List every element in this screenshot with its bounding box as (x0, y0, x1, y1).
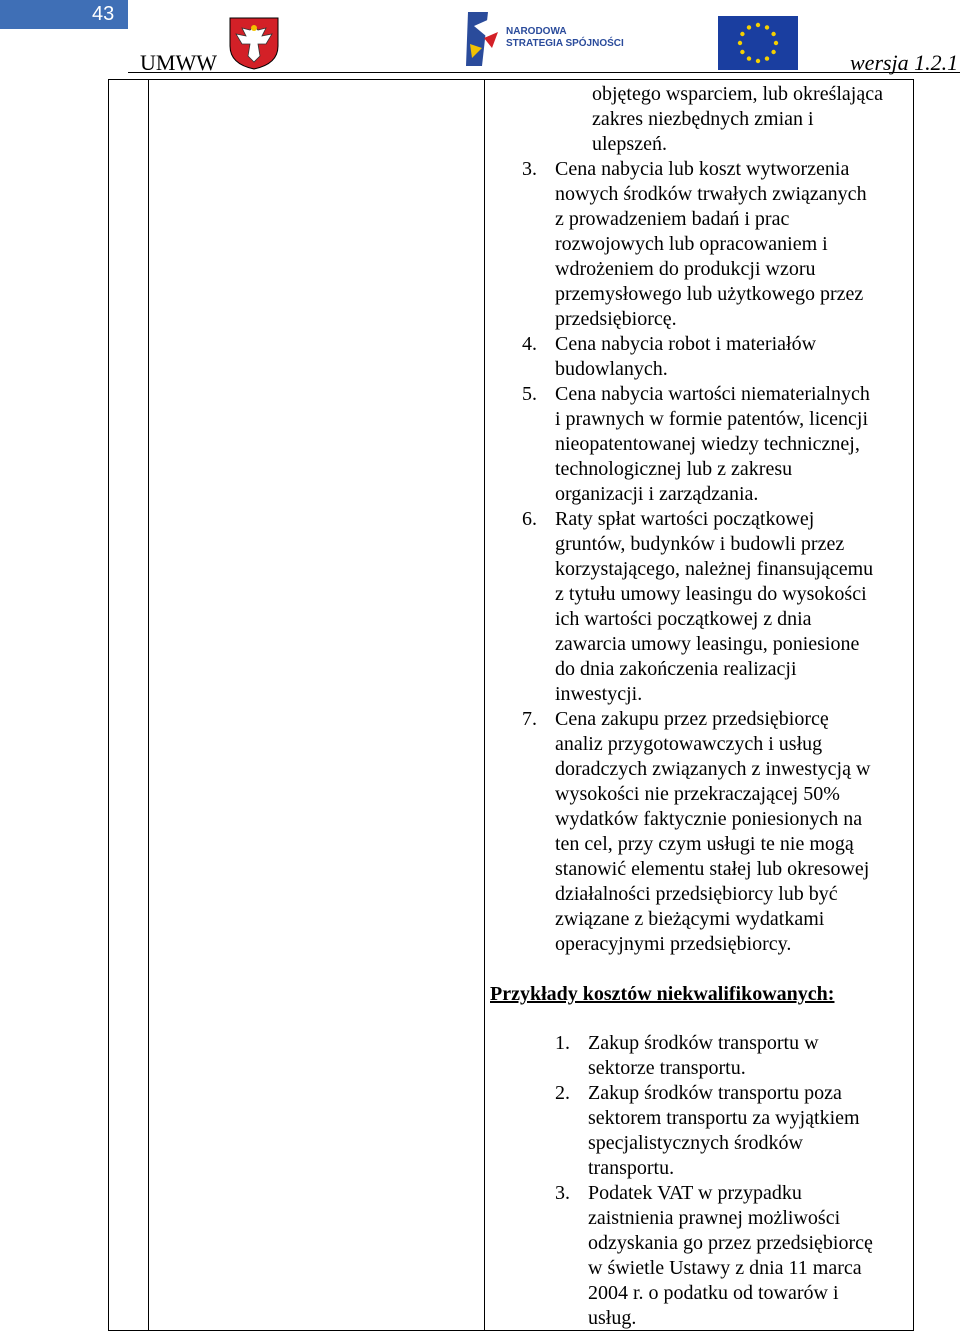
list-item-line: 2004 r. o podatku od towarów i (588, 1282, 839, 1304)
list-item-line: nieopatentowanej wiedzy technicznej, (555, 433, 860, 455)
list-item (486, 382, 911, 507)
list-item-line: Cena nabycia lub koszt wytworzenia (555, 158, 850, 180)
page-number-badge: 43 (0, 0, 128, 29)
text-line: objętego wsparciem, lub określająca (592, 83, 883, 105)
nss-logo-line1: NARODOWA (506, 26, 567, 37)
list-item-line: z prowadzeniem badań i prac (555, 208, 790, 230)
header-org: UMWW (140, 50, 217, 75)
list-item (486, 707, 911, 957)
list-item-line: Raty spłat wartości początkowej (555, 508, 815, 530)
list-item-line: sektorze transportu. (588, 1057, 746, 1079)
nss-logo-icon (462, 8, 624, 68)
eligible-costs-cell (486, 82, 911, 957)
list-item-line: działalności przedsiębiorcy lub być (555, 883, 838, 905)
nonqualified-cell (486, 1031, 911, 1331)
list-item-number: 2. (555, 1082, 570, 1104)
list-item-line: ich wartości początkowej z dnia (555, 608, 812, 630)
list-item-line: gruntów, budynków i budowli przez (555, 533, 845, 555)
eu-flag-icon (718, 16, 798, 70)
list-item-line: do dnia zakończenia realizacji (555, 658, 797, 680)
list-item-line: Cena nabycia wartości niematerialnych (555, 383, 870, 405)
list-item-number: 1. (555, 1032, 570, 1054)
wielkopolska-coat-of-arms-icon (228, 16, 280, 70)
table-column-divider (484, 79, 485, 1331)
list-item (486, 507, 911, 707)
list-item-line: budowlanych. (555, 358, 668, 380)
list-item-line: stanowić elementu stałej lub okresowej (555, 858, 870, 880)
nss-logo-line2: STRATEGIA SPÓJNOŚCI (506, 38, 624, 49)
list-item-line: w świetle Ustawy z dnia 11 marca (588, 1257, 862, 1279)
list-item-line: przedsiębiorcę. (555, 308, 677, 330)
list-item-number: 3. (555, 1182, 570, 1204)
list-item-line: korzystającego, należnej finansującemu (555, 558, 874, 580)
header-rule (128, 72, 960, 73)
text-line: ulepszeń. (592, 133, 667, 155)
list-item-line: wydatków faktycznie poniesionych na (555, 808, 863, 830)
list-item (486, 1181, 911, 1331)
list-item (486, 1031, 911, 1081)
list-item-line: rozwojowych lub opracowaniem i (555, 233, 828, 255)
list-item-line: usług. (588, 1307, 637, 1329)
list-item-line: transportu. (588, 1157, 675, 1179)
list-item-number: 4. (522, 333, 537, 355)
list-item-line: operacyjnymi przedsiębiorcy. (555, 933, 792, 955)
list-item-line: przemysłowego lub użytkowego przez (555, 283, 864, 305)
list-item-line: z tytułu umowy leasingu do wysokości (555, 583, 867, 605)
list-item-line: odzyskania go przez przedsiębiorcę (588, 1232, 873, 1254)
list-item-line: ten cel, przy czym usługi te nie mogą (555, 833, 854, 855)
list-item-line: specjalistycznych środków (588, 1132, 803, 1154)
qualified-costs-list (486, 157, 911, 957)
list-item-line: wdrożeniem do produkcji wzoru (555, 258, 816, 280)
list-item-line: sektorem transportu za wyjątkiem (588, 1107, 860, 1129)
list-item-line: Podatek VAT w przypadku (588, 1182, 802, 1204)
list-item-number: 3. (522, 158, 537, 180)
list-item-number: 5. (522, 383, 537, 405)
list-item-line: Cena zakupu przez przedsiębiorcę (555, 708, 829, 730)
list-item-line: Zakup środków transportu poza (588, 1082, 842, 1104)
list-item (486, 1081, 911, 1181)
list-item-line: nowych środków trwałych związanych (555, 183, 867, 205)
list-item-line: inwestycji. (555, 683, 643, 705)
text-line: zakres niezbędnych zmian i (592, 108, 814, 130)
list-item-line: i prawnych w formie patentów, licencji (555, 408, 869, 430)
list-item-line: technologicznej lub z zakresu (555, 458, 793, 480)
list-item-number: 7. (522, 708, 537, 730)
list-item-line: doradczych związanych z inwestycją w (555, 758, 871, 780)
list-item-number: 6. (522, 508, 537, 530)
header-version: wersja 1.2.1 (850, 50, 959, 75)
continued-text (486, 82, 911, 157)
list-item-line: analiz przygotowawczych i usług (555, 733, 823, 755)
list-item (486, 332, 911, 382)
list-item (486, 157, 911, 332)
list-item-line: organizacji i zarządzania. (555, 483, 759, 505)
nonqualified-costs-list (486, 1031, 911, 1331)
list-item-line: Cena nabycia robot i materiałów (555, 333, 817, 355)
list-item-line: zaistnienia prawnej możliwości (588, 1207, 841, 1229)
nonqualified-heading: Przykłady kosztów niekwalifikowanych: (490, 983, 835, 1005)
list-item-line: wysokości nie przekraczającej 50% (555, 783, 840, 805)
list-item-line: Zakup środków transportu w (588, 1032, 819, 1054)
table-column-divider (148, 79, 149, 1331)
list-item-line: związane z bieżącymi wydatkami (555, 908, 825, 930)
list-item-line: zawarcia umowy leasingu, poniesione (555, 633, 860, 655)
